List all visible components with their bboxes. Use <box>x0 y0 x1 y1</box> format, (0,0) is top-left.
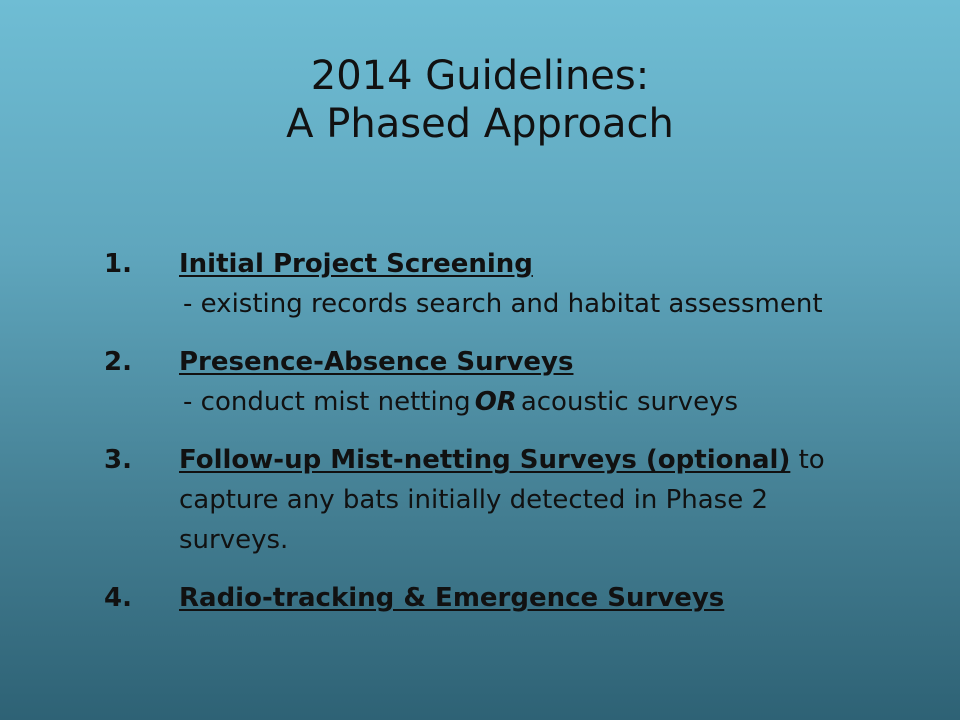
subtext-before: - conduct mist netting <box>183 387 471 417</box>
item-heading: Initial Project Screening <box>179 249 533 279</box>
emphasis-or: OR <box>474 387 517 417</box>
item-subtext <box>179 382 904 422</box>
item-text: to capture any bats initially detected in Phase 2 surveys. <box>179 445 825 555</box>
title-line-1: 2014 Guidelines: <box>310 53 650 99</box>
item-heading: Follow-up Mist-netting Surveys (optional) <box>179 445 791 475</box>
list-item-phase-2 <box>104 342 904 422</box>
item-number: 2. <box>104 347 132 377</box>
list-item-phase-3 <box>104 440 839 560</box>
item-number: 1. <box>104 249 132 279</box>
item-subtext: - existing records search and habitat assessment <box>183 289 823 319</box>
subtext-after: acoustic surveys <box>520 387 738 417</box>
item-number: 4. <box>104 583 132 613</box>
item-heading: Presence-Absence Surveys <box>179 347 574 377</box>
title-line-2: A Phased Approach <box>286 101 674 147</box>
list-item-phase-1 <box>104 244 904 324</box>
list-item-phase-4 <box>104 578 904 618</box>
item-heading: Radio-tracking & Emergence Surveys <box>179 583 725 613</box>
item-number: 3. <box>104 445 132 475</box>
slide-title <box>0 52 960 148</box>
phase-list <box>104 244 904 636</box>
